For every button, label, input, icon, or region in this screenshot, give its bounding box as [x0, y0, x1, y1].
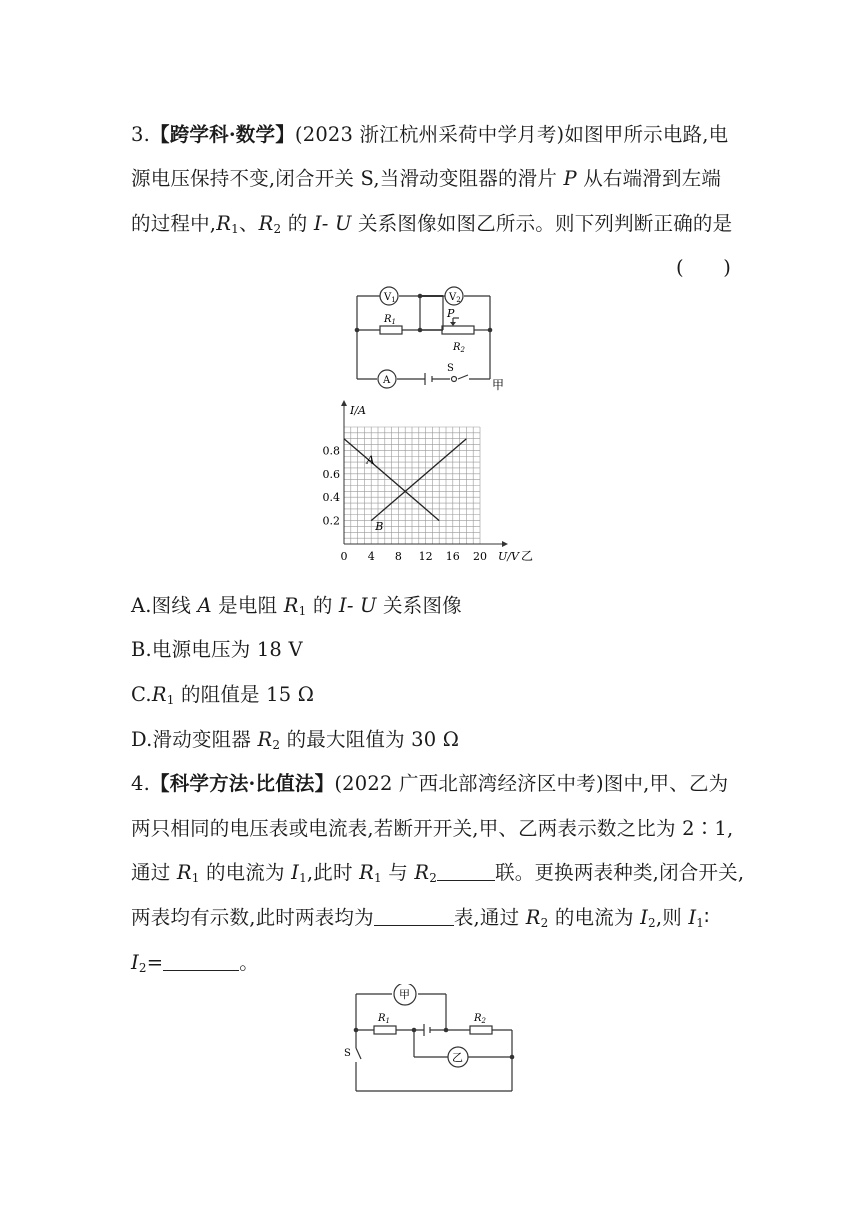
q4-line-5 — [131, 947, 259, 975]
slider-p: P — [563, 167, 577, 190]
r1-label: $R_1$ — [378, 1013, 390, 1025]
y-axis-arrow — [341, 400, 347, 406]
q3-tag: 【跨学科·数学】 — [150, 123, 295, 146]
p-label: P — [447, 307, 455, 320]
q3-line-3 — [131, 208, 732, 236]
q3-text: 的过程中, — [131, 212, 217, 235]
x-tick-label: 16 — [445, 550, 460, 563]
subscript: 2 — [138, 961, 147, 975]
series-label-B: B — [375, 519, 384, 533]
r-symbol: R — [216, 212, 232, 235]
x-tick-label: 20 — [473, 550, 487, 563]
figure-label-yi: 乙 — [521, 549, 534, 563]
subscript: 2 — [647, 916, 656, 930]
q4-number: 4. — [131, 772, 151, 795]
q4-text: ,则 — [655, 906, 689, 929]
q3-line-2 — [131, 163, 721, 191]
q3-number: 3. — [131, 123, 151, 146]
i-symbol: I — [640, 906, 648, 929]
y-tick-label: 0.6 — [322, 467, 340, 481]
i-symbol: I — [131, 951, 139, 974]
x-tick-label: 0 — [340, 550, 348, 563]
option-c — [131, 679, 314, 707]
subscript: 2 — [429, 871, 438, 885]
iu-symbol: I- U — [338, 594, 377, 617]
meter-jia-label: 甲 — [399, 988, 410, 1001]
figure-label-jia: 甲 — [492, 378, 505, 392]
subscript: 2 — [540, 916, 549, 930]
q3-source: (2023 浙江杭州采荷中学月考)如图甲所示电路,电 — [294, 123, 729, 146]
x-tick-label: 8 — [394, 550, 402, 563]
circuit-diagram-jia — [340, 280, 540, 395]
q4-line-1 — [131, 768, 728, 796]
x-tick-label: 4 — [367, 550, 375, 563]
option-text: C. — [131, 683, 152, 706]
i-symbol: I — [291, 861, 300, 884]
q3-text: 、 — [238, 212, 259, 235]
subscript: 1 — [191, 871, 200, 885]
q3-text: 从右端滑到左端 — [576, 167, 722, 190]
r-symbol: R — [414, 861, 430, 884]
y-tick-label: 0.4 — [322, 491, 340, 505]
y-tick-label: 0.8 — [322, 444, 340, 458]
q4-tag: 【科学方法·比值法】 — [150, 772, 335, 795]
q4-text: 表,通过 — [453, 906, 526, 929]
q4-text: 联。更换两表种类,闭合开关, — [495, 861, 745, 884]
r2-label: $R_2$ — [474, 1013, 486, 1025]
subscript: 1 — [299, 871, 307, 885]
answer-paren: ( ) — [676, 256, 732, 279]
q4-text: 与 — [381, 861, 415, 884]
r-symbol: R — [176, 861, 192, 884]
i-symbol: I — [688, 906, 697, 929]
subscript: 1 — [696, 916, 705, 930]
answer-blank-3[interactable] — [163, 952, 239, 971]
x-axis-label: U/V — [498, 550, 519, 563]
x-axis-arrow — [502, 541, 508, 547]
iu-chart — [320, 398, 545, 573]
r-symbol: R — [258, 212, 274, 235]
subscript: 1 — [298, 604, 307, 618]
v1-label: $V_1$ — [384, 292, 396, 304]
q4-text: 通过 — [131, 861, 177, 884]
r-symbol: R — [151, 683, 167, 706]
option-text: 的最大阻值为 30 Ω — [280, 728, 460, 751]
q4-text: ∶ — [704, 906, 710, 929]
option-text: 是电阻 — [211, 594, 284, 617]
q4-text: = — [146, 951, 164, 974]
meter-yi-label: 乙 — [452, 1051, 463, 1064]
q4-source: (2022 广西北部湾经济区中考)图中,甲、乙为 — [334, 772, 729, 795]
subscript: 1 — [231, 222, 239, 236]
option-text: D.滑动变阻器 — [131, 728, 258, 751]
option-text: 的阻值是 15 Ω — [174, 683, 315, 706]
subscript: 2 — [272, 738, 281, 752]
option-d — [131, 724, 459, 752]
q3-line-1 — [131, 119, 728, 147]
option-b: B.电源电压为 18 V — [131, 638, 303, 661]
ammeter-label: A — [383, 375, 391, 386]
answer-blank-2[interactable] — [374, 907, 454, 926]
q4-text: 的电流为 — [548, 906, 641, 929]
subscript: 1 — [374, 871, 382, 885]
option-letter: A — [197, 594, 212, 617]
r-symbol: R — [525, 906, 541, 929]
q4-text: 。 — [239, 951, 259, 974]
answer-blank-1[interactable] — [437, 862, 495, 881]
q4-text: ,此时 — [306, 861, 360, 884]
v2-label: $V_2$ — [449, 292, 461, 304]
subscript: 1 — [166, 693, 175, 707]
q4-line-3 — [131, 857, 744, 885]
option-text: 的 — [306, 594, 339, 617]
subscript: 2 — [273, 222, 282, 236]
switch-label: S — [344, 1048, 351, 1059]
y-axis-label: I/A — [350, 404, 366, 417]
switch-label: S — [447, 363, 454, 374]
series-label-A: A — [366, 453, 375, 467]
r1-label: $R_1$ — [384, 314, 396, 326]
q3-text: 的 — [281, 212, 314, 235]
q3-text: 源电压保持不变,闭合开关 S,当滑动变阻器的滑片 — [131, 167, 564, 190]
r2-label: $R_2$ — [453, 342, 465, 354]
q4-line-2: 两只相同的电压表或电流表,若断开开关,甲、乙两表示数之比为 2∶1, — [131, 817, 734, 840]
y-tick-label: 0.2 — [322, 514, 340, 528]
q4-line-4 — [131, 902, 709, 930]
r-symbol: R — [359, 861, 374, 884]
option-a — [131, 590, 462, 618]
circuit-diagram-2 — [340, 984, 530, 1099]
option-text: A.图线 — [131, 594, 198, 617]
r-symbol: R — [257, 728, 273, 751]
iu-symbol: I- U — [313, 212, 352, 235]
r-symbol: R — [283, 594, 299, 617]
q4-text: 两表均有示数,此时两表均为 — [131, 906, 374, 929]
q4-text: 的电流为 — [199, 861, 292, 884]
option-text: 关系图像 — [376, 594, 462, 617]
x-tick-label: 12 — [418, 550, 433, 563]
q3-text: 关系图像如图乙所示。则下列判断正确的是 — [351, 212, 733, 235]
